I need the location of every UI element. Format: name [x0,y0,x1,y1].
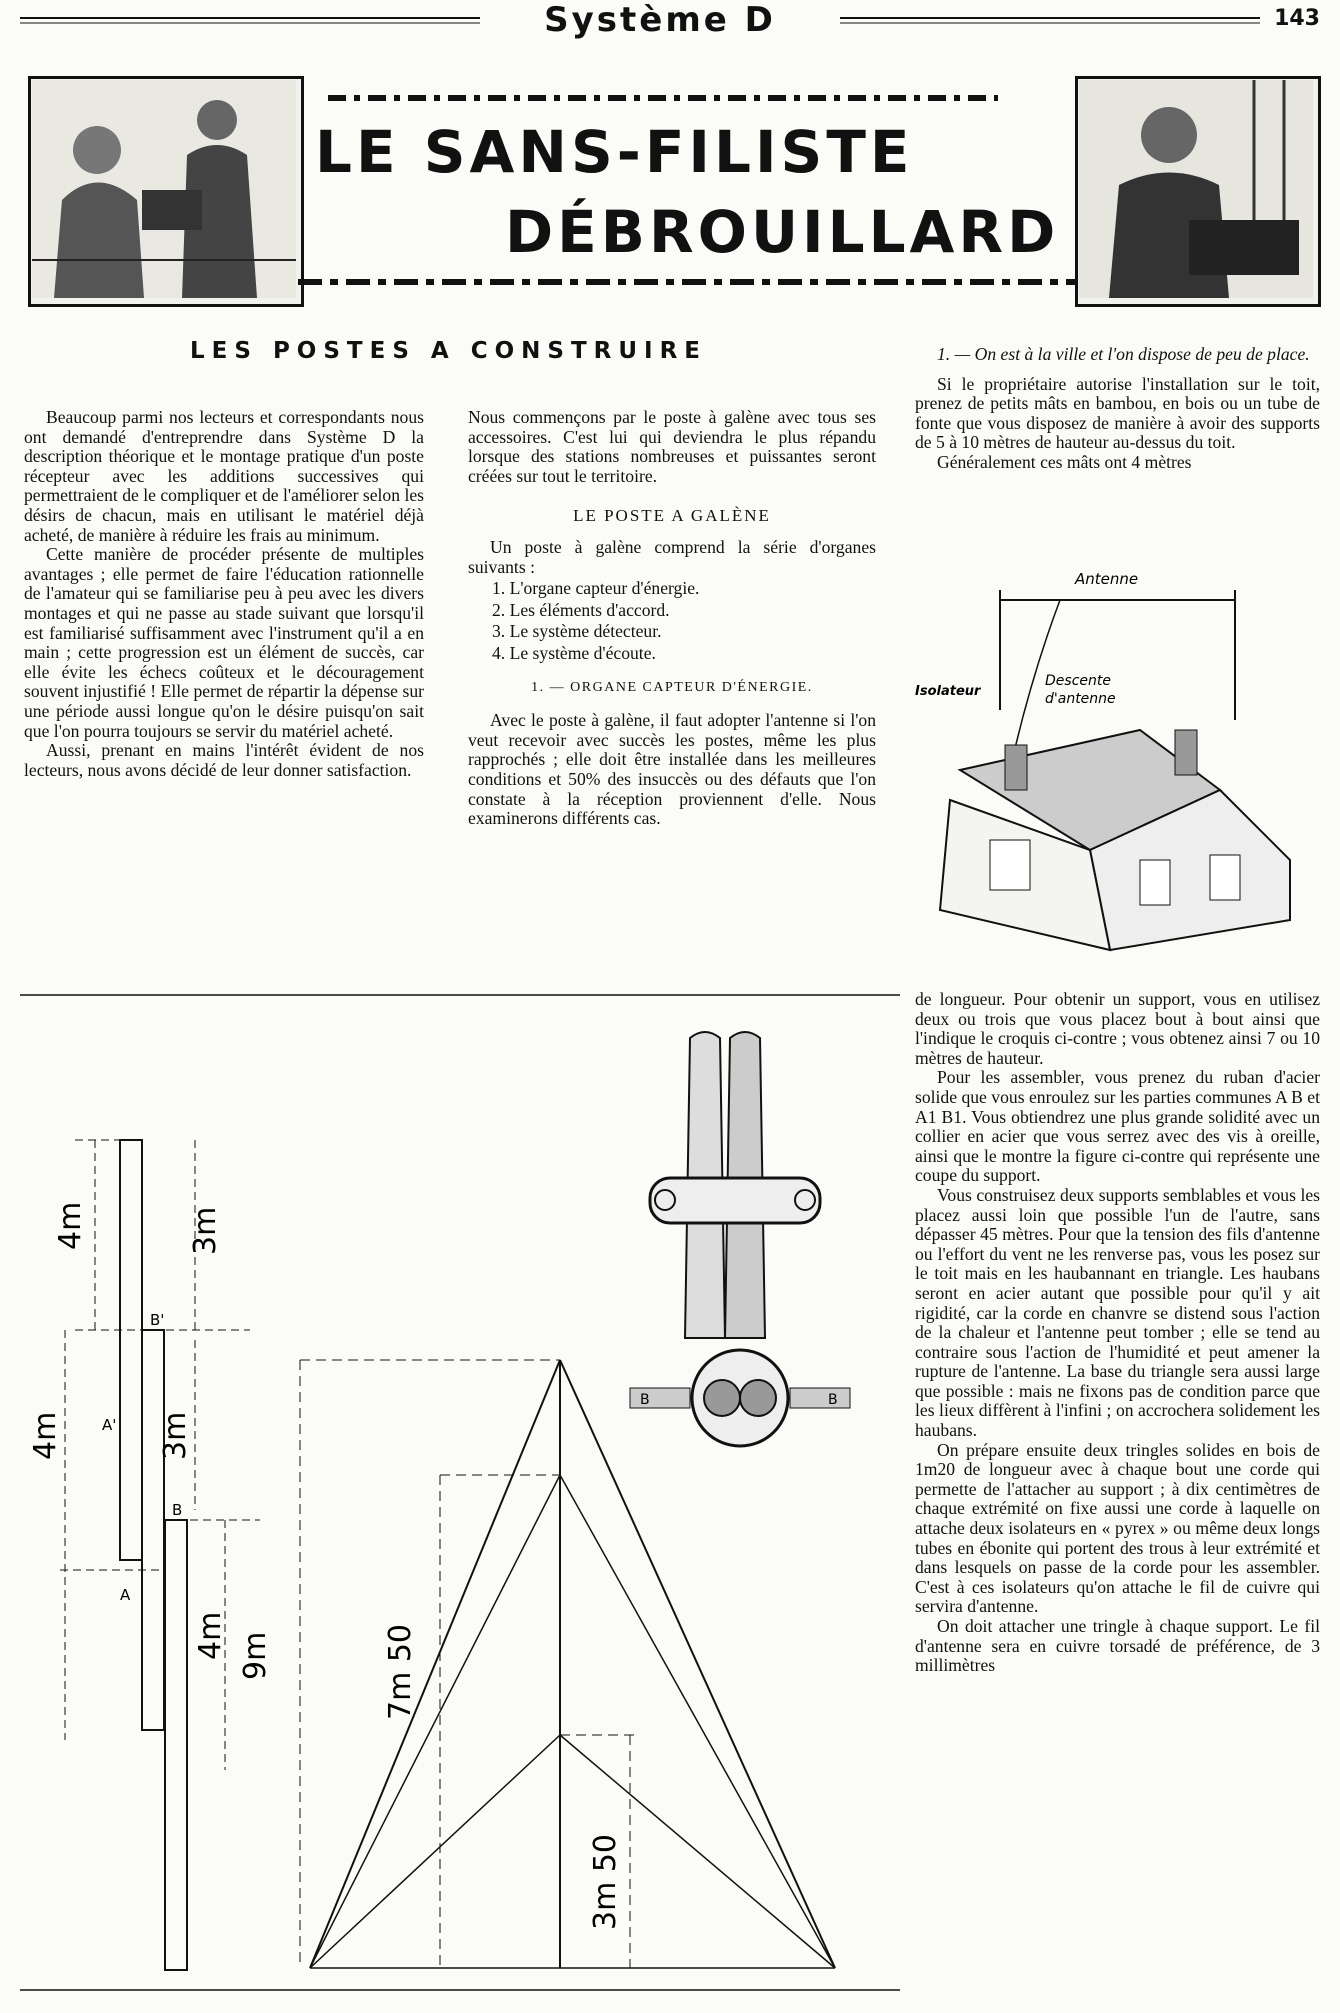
label-9m: 9m [238,1631,273,1680]
house-antenna-illustration [910,560,1320,970]
column-3-bottom [915,990,1320,1676]
label-7m50: 7m 50 [383,1623,418,1720]
label-3m-a: 3m [188,1206,223,1255]
col2-subhead-2: 1. — ORGANE CAPTEUR D'ÉNERGIE. [531,679,813,695]
col2-paragraph-3: Avec le poste à galène, il faut adopter l'antenne si l'on veut recevoir avec succès les postes, même les plus rapprochés ; elle doit être installée dans les meilleures conditions et 50% des insuccès ou des défauts que l'on constate à la réception proviennent d'elle. Nous examinerons différents cas. [468,710,876,829]
label-b1: B' [150,1311,165,1329]
label-a: A [120,1586,131,1604]
column-1 [24,408,424,780]
column-2 [468,408,876,829]
label-antenne: Antenne [1075,570,1139,588]
label-4m-a: 4m [53,1201,88,1250]
list-item: 2. Les éléments d'accord. [492,599,670,620]
label-4m-c: 4m [193,1611,228,1660]
banner-right-illustration [1079,80,1313,298]
col3-paragraph-5: Vous construisez deux supports semblables et vous les placez aussi loin que possible l'un de l'autre, sans dépasser 45 mètres. Pour que la tension des fils d'antenne ou l'effort du vent ne les renverse pas, vous les posez sur le toit mais en les haubannant en triangle. Les haubans seront en acier autant que possible pour qu'il y ait rigidité, car la corde en chanvre se distend sous l'action de la chaleur et l'antenne peut tomber ; elle se tend au contraire sous l'action de l'humidité et peut amener la rupture de l'antenne. La base du triangle sera aussi large que possible : mais ne fixons pas de condition parce que les lieux diffèrent à l'infini ; on accrochera solidement les haubans. [915,1184,1320,1441]
list-item: 4. Le système d'écoute. [492,642,656,663]
col1-paragraph-2: Cette manière de procéder présente de multiples avantages ; elle permet de faire l'éducation rationnelle de l'amateur qui se familiarise peu à peu avec les divers montages et qui ne passe au stade suivant que lorsqu'il est familiarisé suffisamment avec l'instrument qu'il a en main ; cette progression est un élément de succès, car elle évite les échecs coûteux et le découragement souvent injustifié ! Elle permet de répartir la dépense sur une période aussi longue qu'on le désire puisqu'on sait que l'on pourra toujours se servir du matériel acheté. [24,544,424,741]
col3-paragraph-3: de longueur. Pour obtenir un support, vous en utilisez deux ou trois que vous placez bout à bout ainsi que l'indique le croquis ci-contre ; vous obtenez ainsi 7 ou 10 mètres de hauteur. [915,989,1320,1068]
label-3m-b: 3m [158,1411,193,1460]
col3-paragraph-4: Pour les assembler, vous prenez du ruban d'acier solide que vous enroulez sur les parties communes A B et A1 B1. Vous obtiendrez une plus grande solidité avec un collier en acier que vous serrez avec des vis à oreille, ainsi que le montre la figure ci-contre qui représente une coupe du support. [915,1067,1320,1186]
col2-paragraph-1: Nous commençons par le poste à galène avec tous ses accessoires. C'est lui qui deviendra le plus répandu lorsque des stations nombreuses et puissantes seront créées sur tout le territoire. [468,407,876,486]
bottom-rule [20,1985,1320,1995]
section-title: LES POSTES A CONSTRUIRE [190,338,707,364]
label-descente-antenne: d'antenne [1045,691,1116,707]
collar-clamp-illustration [630,1018,850,1448]
col1-paragraph-1: Beaucoup parmi nos lecteurs et correspondants nous ont demandé d'entreprendre dans Système D la description théorique et le montage pratique d'un poste récepteur avec les additions successives qui permettraient de le compliquer et de l'améliorer selon les désirs de chacun, mais en utilisant le matériel déjà acheté, de manière à réduire les frais au minimum. [24,407,424,545]
clamp-label-2: B [828,1392,838,1408]
clamp-label-1: B [640,1392,650,1408]
col1-paragraph-3: Aussi, prenant en mains l'intérêt évident de nos lecteurs, nous avons décidé de leur donner satisfaction. [24,740,424,780]
label-b: B [172,1501,183,1519]
col3-paragraph-1: Si le propriétaire autorise l'installation sur le toit, prenez de petits mâts en bambou, en bois ou un tube de fonte que vous disposez de manière à avoir des supports de 5 à 10 mètres de hauteur au-dessus du toit. [915,373,1320,453]
column-3-top [915,345,1320,473]
label-4m-b: 4m [28,1411,63,1460]
col3-italic-heading: 1. — On est à la ville et l'on dispose de peu de place. [937,344,1310,364]
col2-subhead: LE POSTE A GALÈNE [573,506,771,526]
banner-title-line1: LE SANS-FILISTE [315,118,914,186]
page-number: 143 [1274,6,1320,31]
col2-paragraph-2: Un poste à galène comprend la série d'organes suivants : [468,536,876,577]
mast-assembly-diagram [20,1100,280,1980]
banner-left-illustration [32,80,296,298]
figure-separator [20,990,900,1000]
label-descente: Descente [1045,673,1111,689]
list-item: 1. L'organe capteur d'énergie. [492,578,700,599]
journal-title: Système D [544,0,776,40]
col3-paragraph-6: On prépare ensuite deux tringles solides en bois de 1m20 de longueur avec à chaque bout une corde qui permette de l'attacher au support ; à dix centimètres de chaque extrémité on fixe aussi une corde à laquelle on attache deux isolateurs en « pyrex » ou même deux longs tubes en ébonite qui portent des trous à leur extrémité et dans lesquels on passe de la corde pour les assembler. C'est à ces isolateurs qu'on attache le fil de cuivre qui servira d'antenne. [915,1439,1320,1617]
label-isolateur: Isolateur [915,684,981,699]
list-item: 3. Le système détecteur. [492,621,662,642]
label-a1: A' [102,1416,117,1434]
col3-paragraph-7: On doit attacher une tringle à chaque support. Le fil d'antenne sera en cuivre torsadé de préférence, de 3 millimètres [915,1616,1320,1676]
banner-title-line2: DÉBROUILLARD [505,198,1060,266]
col3-paragraph-2: Généralement ces mâts ont 4 mètres [937,451,1192,472]
label-3m50: 3m 50 [588,1833,623,1930]
